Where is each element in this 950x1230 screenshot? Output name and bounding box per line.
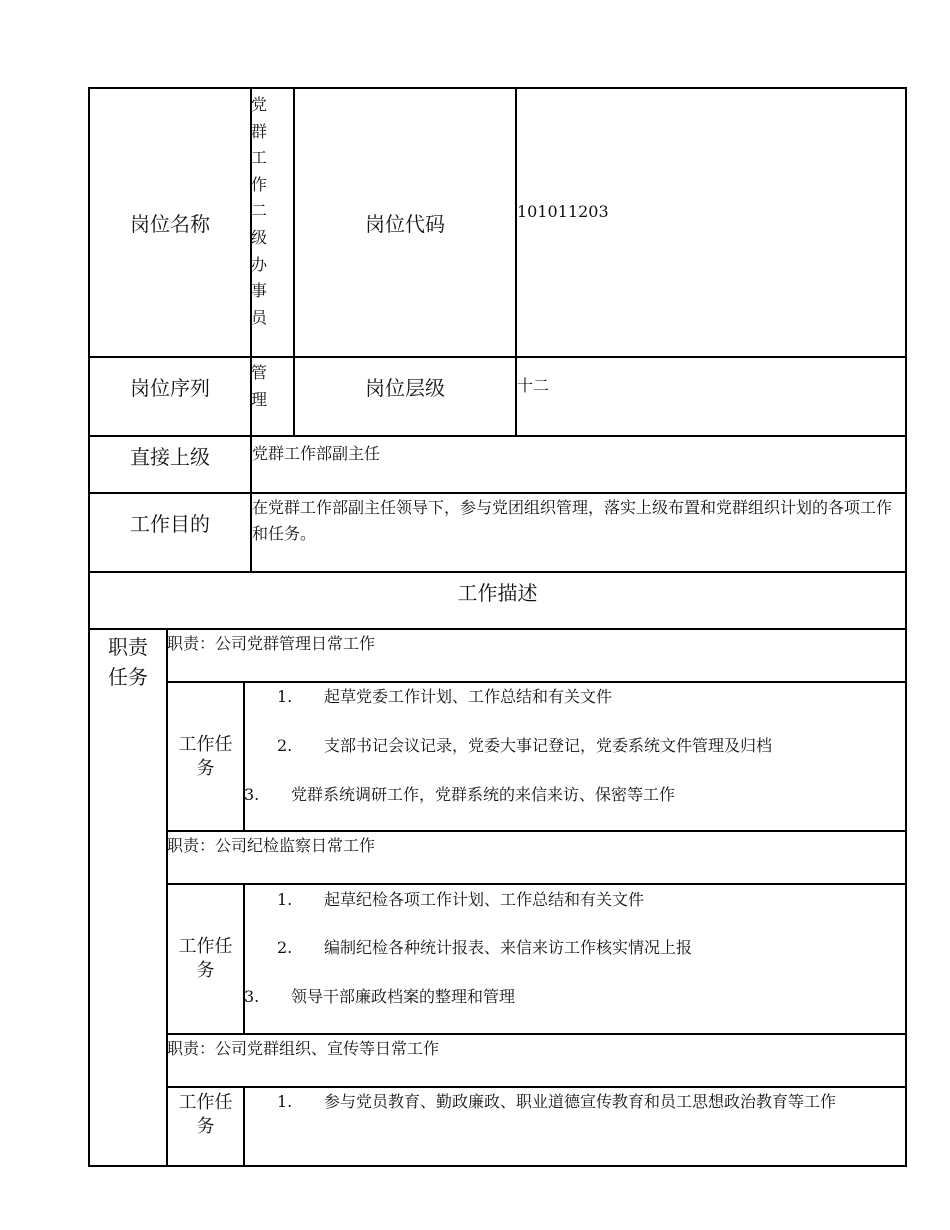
task-text: 参与党员教育、勤政廉政、职业道德宣传教育和员工思想政治教育等工作 [324,1092,837,1111]
grid-line [166,1033,907,1035]
task-number: 2. [277,938,293,957]
grid-line [166,883,907,885]
description-header: 工作描述 [457,580,538,605]
post-code-label: 岗位代码 [365,212,445,236]
post-level-value: 十二 [517,376,550,395]
post-series-value: 管理 [251,363,268,409]
grid-line [243,681,245,832]
duty-title: 职责：公司党群管理日常工作 [167,634,376,653]
task-item [244,783,675,807]
purpose-value: 在党群工作部副主任领导下，参与党团组织管理，落实上级布置和党群组织计划的各项工作和任务。 [252,498,893,543]
duty-title: 职责：公司党群组织、宣传等日常工作 [167,1039,440,1058]
task-number: 1. [277,687,293,706]
task-number: 3. [244,987,260,1006]
grid-line [166,681,907,683]
post-series-label: 岗位序列 [130,375,210,400]
post-name-label: 岗位名称 [130,212,210,236]
task-number: 2. [277,736,293,755]
task-item [277,888,644,912]
post-level-label: 岗位层级 [365,375,445,400]
grid-line [243,1086,245,1167]
duties-label: 职责任务 [108,635,148,689]
grid-line [88,628,907,630]
task-text: 起草党委工作计划、工作总结和有关文件 [324,687,613,706]
task-text: 编制纪检各种统计报表、来信来访工作核实情况上报 [324,938,693,957]
grid-line [243,883,245,1035]
grid-line [166,830,907,832]
superior-label: 直接上级 [130,444,210,469]
task-number: 3. [244,785,260,804]
task-number: 1. [277,890,293,909]
task-item [277,1090,889,1114]
task-item [277,936,692,960]
task-text: 起草纪检各项工作计划、工作总结和有关文件 [324,890,645,909]
task-label: 工作任务 [178,1092,233,1137]
task-number: 1. [277,1092,293,1111]
task-item [244,985,515,1009]
task-label: 工作任务 [178,936,233,981]
post-name-value: 党群工作二级办事员 [251,95,268,327]
duty-title: 职责：公司纪检监察日常工作 [167,836,376,855]
task-text: 领导干部廉政档案的整理和管理 [291,987,516,1006]
superior-value: 党群工作部副主任 [252,444,381,463]
task-text: 支部书记会议记录，党委大事记登记，党委系统文件管理及归档 [324,736,773,755]
post-code-value: 101011203 [517,202,609,221]
grid-line [166,1086,907,1088]
task-item [277,685,612,709]
task-label: 工作任务 [178,733,233,779]
purpose-label: 工作目的 [130,511,210,536]
task-text: 党群系统调研工作，党群系统的来信来访、保密等工作 [291,785,676,804]
task-item [277,734,772,758]
